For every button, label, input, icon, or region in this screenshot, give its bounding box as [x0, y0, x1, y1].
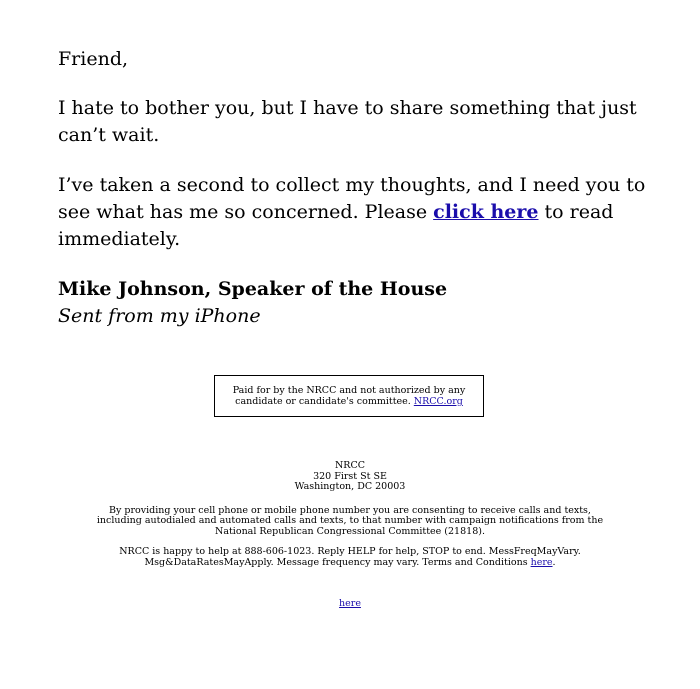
paragraph-2-end: to read immediately. — [58, 201, 614, 250]
footer-help-text: NRCC is happy to help at 888-606-1023. Reply HELP for help, STOP to end. MessFreqMayVary. Msg&DataRatesMayApply. Message frequency may vary. Terms and Conditions — [119, 546, 581, 568]
signature-name: Mike Johnson, Speaker of the House — [58, 278, 448, 300]
click-here-link[interactable]: click here — [433, 201, 539, 223]
disclaimer-text: Paid for by the NRCC and not authorized by any candidate or candidate's committee. — [232, 385, 466, 407]
nrcc-org-link[interactable]: NRCC.org — [413, 396, 463, 407]
paragraph-1: I hate to bother you, but I have to share something that just can’t wait. — [58, 97, 637, 146]
footer-org: NRCC — [334, 460, 365, 471]
signature — [58, 276, 658, 330]
email-body — [58, 46, 658, 330]
footer-street: 320 First St SE — [313, 470, 387, 482]
footer — [90, 461, 610, 568]
terms-here-link[interactable]: here — [530, 556, 553, 568]
footer-help-end: . — [552, 556, 556, 568]
footer-consent: By providing your cell phone or mobile phone number you are consenting to receive calls and texts, including autodialed and automated calls and texts, to that number with campaign notifications from the National Republican Congressional Committee (21818). — [96, 504, 604, 537]
footer-address — [90, 461, 610, 493]
signature-sent: Sent from my iPhone — [58, 305, 261, 327]
paragraph-2-text: I’ve taken a second to collect my thoughts, and I need you to see what has me so concerned. Please — [58, 174, 646, 223]
footer-help — [90, 547, 610, 568]
bottom-here-link[interactable]: here — [339, 598, 361, 609]
footer-city: Washington, DC 20003 — [294, 481, 406, 492]
paragraph-2 — [58, 172, 658, 253]
footer-bottom — [0, 598, 700, 609]
greeting: Friend, — [58, 48, 129, 70]
paid-for-disclaimer — [214, 375, 484, 417]
